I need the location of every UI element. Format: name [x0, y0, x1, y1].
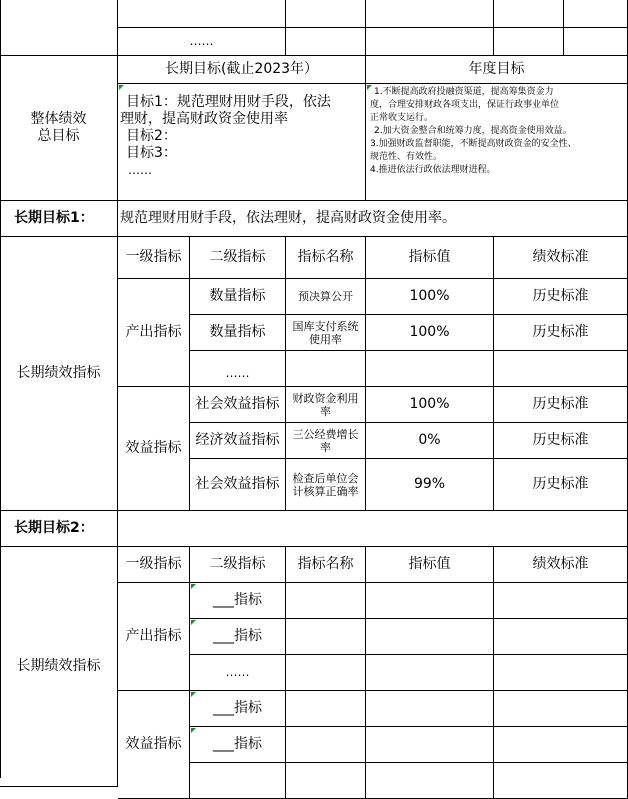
g1-effect-label: 效益指标 [118, 387, 190, 511]
g2-output-label: 产出指标 [118, 583, 190, 691]
comment-marker-icon [191, 728, 196, 733]
goal2-text [118, 511, 628, 547]
g1-output-label: 产出指标 [118, 279, 190, 387]
g1-effect-level2: 社会效益指标 [190, 387, 286, 423]
g1-output-level2: …… [190, 351, 286, 387]
top-row1-c4 [366, 0, 494, 28]
goal2-label: 长期目标2： [0, 511, 118, 547]
g1-output-name: 国库支付系统使用率 [286, 315, 366, 351]
g2-header-standard: 绩效标准 [494, 547, 628, 583]
g2-header-level1: 一级指标 [118, 547, 190, 583]
g2-output-level2: ___指标 [190, 619, 286, 655]
g1-header-standard: 绩效标准 [494, 237, 628, 279]
g1-output-level2: 数量指标 [190, 279, 286, 315]
long-term-header: 长期目标(截止2023年） [118, 56, 366, 84]
g2-empty-cell [494, 583, 628, 619]
long-goal-line: 目标1：规范理财用财手段，依法 [126, 94, 331, 110]
comment-marker-icon [191, 584, 196, 589]
g1-output-name [286, 351, 366, 387]
g2-effect-label: 效益指标 [118, 691, 190, 799]
annual-goal-line: 2.加大资金整合和统筹力度，提高资金使用效益。 [374, 126, 572, 136]
g1-effect-value: 99% [366, 459, 494, 511]
long-term-goals [118, 84, 366, 201]
overall-goal-label [0, 56, 118, 201]
g1-effect-standard: 历史标准 [494, 459, 628, 511]
top-row1-c2 [118, 0, 286, 28]
g2-empty-cell [366, 619, 494, 655]
g2-header-name: 指标名称 [286, 547, 366, 583]
long-goal-line: 目标3： [126, 145, 177, 161]
comment-marker-icon [367, 85, 372, 90]
g2-output-level2: …… [190, 655, 286, 691]
g2-header-level2: 二级指标 [190, 547, 286, 583]
comment-marker-icon [191, 692, 196, 697]
g2-empty-cell [286, 619, 366, 655]
g1-effect-level2: 社会效益指标 [190, 459, 286, 511]
top-row2-c5 [494, 28, 564, 56]
g1-output-value: 100% [366, 315, 494, 351]
comment-marker-icon [119, 85, 124, 90]
g1-header-value: 指标值 [366, 237, 494, 279]
g2-empty-cell [366, 655, 494, 691]
annual-goal-line: 度，合理安排财政各项支出，保证行政事业单位 [370, 100, 560, 110]
long-goal-line: 目标2： [126, 128, 177, 144]
g1-effect-level2: 经济效益指标 [190, 423, 286, 459]
annual-goal-line: 正常收支运行。 [370, 113, 434, 123]
g2-empty-cell [366, 691, 494, 727]
top-left-cell [0, 0, 118, 56]
g1-effect-name: 财政资金利用率 [286, 387, 366, 423]
g2-empty-cell [494, 727, 628, 763]
g2-empty-cell [286, 727, 366, 763]
annual-goal-line: 1.不断提高政府投融资渠道，提高筹集资金力 [374, 87, 554, 97]
table-left-border [0, 0, 1, 778]
g2-empty-cell [286, 691, 366, 727]
overall-label-line: 总目标 [37, 128, 80, 144]
g2-empty-cell [494, 691, 628, 727]
g2-empty-cell [366, 583, 494, 619]
annual-goal-line: 规范性、有效性。 [370, 152, 443, 162]
g2-empty-cell [366, 763, 494, 799]
overall-label-line: 整体绩效 [30, 111, 87, 127]
g2-empty-cell [494, 655, 628, 691]
annual-goal-line: 3.加强财政监督职能，不断提高财政资金的安全性、 [370, 139, 577, 149]
g1-header-level1: 一级指标 [118, 237, 190, 279]
g1-effect-value: 100% [366, 387, 494, 423]
g2-empty-cell [494, 619, 628, 655]
g1-effect-name: 三公经费增长率 [286, 423, 366, 459]
g1-output-value: 100% [366, 279, 494, 315]
g1-output-standard [494, 351, 628, 387]
top-row1-c3 [286, 0, 366, 28]
g2-effect-level2: ___指标 [190, 727, 286, 763]
g1-effect-standard: 历史标准 [494, 387, 628, 423]
g1-output-name: 预决算公开 [286, 279, 366, 315]
g2-empty-cell [286, 655, 366, 691]
annual-header: 年度目标 [366, 56, 628, 84]
g1-effect-standard: 历史标准 [494, 423, 628, 459]
comment-marker-icon [191, 620, 196, 625]
g2-empty-cell [494, 763, 628, 799]
goal1-label: 长期目标1： [0, 201, 118, 237]
g1-output-standard: 历史标准 [494, 315, 628, 351]
g2-empty-cell [366, 727, 494, 763]
g1-output-standard: 历史标准 [494, 279, 628, 315]
g1-effect-value: 0% [366, 423, 494, 459]
g2-empty-cell [190, 763, 286, 799]
long-goal-line: 理财，提高财政资金使用率 [120, 111, 288, 127]
goal1-section-label: 长期绩效指标 [0, 237, 118, 511]
annual-goal-line: 4.推进依法行政依法理财进程。 [370, 165, 496, 175]
g2-output-level2: ___指标 [190, 583, 286, 619]
top-row1-c5 [494, 0, 564, 28]
g1-header-level2: 二级指标 [190, 237, 286, 279]
top-row2-c4 [366, 28, 494, 56]
goal1-text: 规范理财用财手段，依法理财，提高财政资金使用率。 [118, 201, 628, 237]
g1-output-level2: 数量指标 [190, 315, 286, 351]
annual-goals [366, 84, 628, 201]
top-row1-c6 [564, 0, 628, 28]
g2-empty-cell [286, 583, 366, 619]
top-row2-c3 [286, 28, 366, 56]
g1-output-value [366, 351, 494, 387]
g1-effect-name: 检查后单位会计核算正确率 [286, 459, 366, 511]
g1-header-name: 指标名称 [286, 237, 366, 279]
long-goal-line: …… [128, 163, 152, 177]
top-ellipsis: …… [118, 28, 286, 56]
top-row2-c6 [564, 28, 628, 56]
g2-empty-cell [286, 763, 366, 799]
g2-header-value: 指标值 [366, 547, 494, 583]
goal2-section-label: 长期绩效指标 [0, 547, 118, 787]
g2-effect-level2: ___指标 [190, 691, 286, 727]
